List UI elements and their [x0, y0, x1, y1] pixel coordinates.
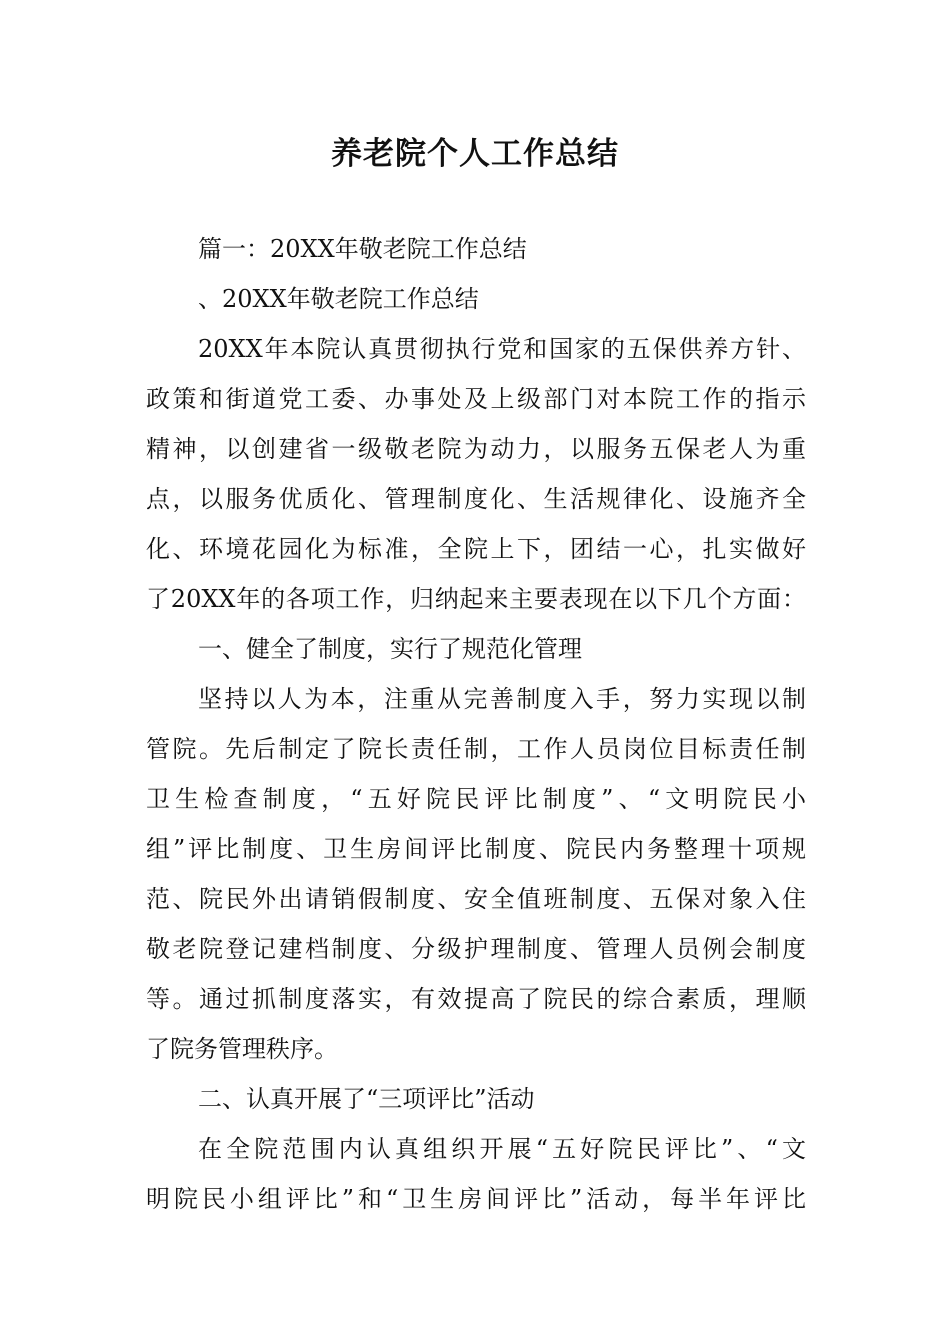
section-heading-two: 二、认真开展了“三项评比”活动	[198, 1085, 535, 1113]
paragraph-line: 管院。先后制定了院长责任制，工作人员岗位目标责任制	[146, 735, 806, 763]
paragraph-line: 点，以服务优质化、管理制度化、生活规律化、设施齐全	[146, 485, 806, 513]
paragraph-line: 卫生检查制度，“五好院民评比制度”、“文明院民小	[146, 785, 806, 813]
paragraph-line: 明院民小组评比”和“卫生房间评比”活动，每半年评比	[146, 1185, 806, 1213]
paragraph-line: 在全院范围内认真组织开展“五好院民评比”、“文	[198, 1135, 806, 1163]
paragraph-line: 等。通过抓制度落实，有效提高了院民的综合素质，理顺	[146, 985, 806, 1013]
section-heading-part-one: 篇一：20XX年敬老院工作总结	[198, 235, 527, 263]
section-heading-one: 一、健全了制度，实行了规范化管理	[198, 635, 582, 663]
paragraph-line: 范、院民外出请销假制度、安全值班制度、五保对象入住	[146, 885, 806, 913]
paragraph-line: 了院务管理秩序。	[146, 1035, 338, 1063]
paragraph-line: 精神，以创建省一级敬老院为动力，以服务五保老人为重	[146, 435, 806, 463]
document-body	[146, 224, 806, 1224]
paragraph-line: 坚持以人为本，注重从完善制度入手，努力实现以制	[198, 685, 806, 713]
paragraph-line: 20XX年本院认真贯彻执行党和国家的五保供养方针、	[198, 335, 806, 363]
paragraph-line: 化、环境花园化为标准，全院上下，团结一心，扎实做好	[146, 535, 806, 563]
paragraph-line: 了20XX年的各项工作，归纳起来主要表现在以下几个方面：	[146, 585, 806, 613]
document-title: 养老院个人工作总结	[331, 136, 619, 172]
paragraph-line: 政策和街道党工委、办事处及上级部门对本院工作的指示	[146, 385, 806, 413]
paragraph-line: 组”评比制度、卫生房间评比制度、院民内务整理十项规	[146, 835, 806, 863]
subheading-line: 、20XX年敬老院工作总结	[198, 285, 479, 313]
paragraph-line: 敬老院登记建档制度、分级护理制度、管理人员例会制度	[146, 935, 806, 963]
